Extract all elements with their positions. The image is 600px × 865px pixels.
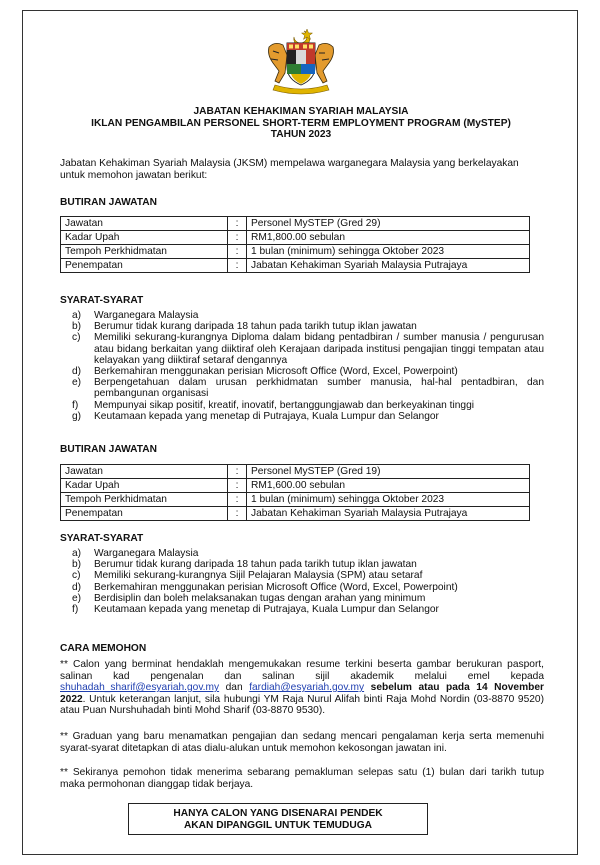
document-page [22, 10, 578, 855]
row-separator: : [228, 245, 247, 259]
list-marker: d) [72, 366, 82, 378]
apply-paragraph-3: ** Sekiranya pemohon tidak menerima sebarang pemakluman selepas satu (1) bulan dari tarikh tutup maka permohonan dianggap tidak berjaya. [60, 767, 544, 790]
section2-requirements-list [60, 548, 544, 615]
list-item-text: Berumur tidak kurang daripada 18 tahun pada tarikh tutup iklan jawatan [94, 321, 417, 333]
row-label: Penempatan [61, 259, 228, 273]
list-item [60, 377, 544, 399]
apply-paragraph-1 [60, 659, 544, 717]
shortlist-notice-box [128, 803, 428, 835]
table-row [61, 507, 530, 521]
section1-title: BUTIRAN JAWATAN [60, 197, 157, 208]
list-marker: a) [72, 548, 82, 559]
list-item-text: Berkemahiran menggunakan perisian Microsoft Office (Word, Excel, Powerpoint) [94, 581, 458, 593]
list-item [60, 366, 544, 377]
list-marker: f) [72, 604, 79, 616]
table-row [61, 231, 530, 245]
list-item-text: Berkemahiran menggunakan perisian Microsoft Office (Word, Excel, Powerpoint) [94, 366, 458, 378]
list-item [60, 604, 544, 615]
row-label: Kadar Upah [61, 479, 228, 493]
list-marker: f) [72, 399, 79, 411]
list-marker: b) [72, 321, 82, 333]
list-marker: c) [72, 570, 81, 582]
list-marker: e) [72, 377, 82, 389]
section1-requirements-list [60, 310, 544, 422]
list-marker: g) [72, 410, 82, 422]
list-marker: a) [72, 310, 82, 321]
list-item-text: Keutamaan kepada yang menetap di Putrajaya, Kuala Lumpur dan Selangor [94, 604, 439, 616]
list-item [60, 559, 544, 570]
header-line-title: IKLAN PENGAMBILAN PERSONEL SHORT-TERM EMPLOYMENT PROGRAM (MySTEP) [91, 117, 511, 129]
row-separator: : [228, 493, 247, 507]
section1-requirements-title: SYARAT-SYARAT [60, 295, 144, 306]
list-item [60, 321, 544, 332]
document-header [23, 106, 579, 141]
row-separator: : [228, 231, 247, 245]
intro-paragraph: Jabatan Kehakiman Syariah Malaysia (JKSM) mempelawa warganegara Malaysia yang berkelayakan untuk memohon jawatan berikut: [60, 158, 519, 181]
row-separator: : [228, 259, 247, 273]
list-marker: c) [72, 332, 81, 344]
section2-title: BUTIRAN JAWATAN [60, 444, 157, 455]
apply-title: CARA MEMOHON [60, 643, 147, 654]
row-label: Jawatan [61, 217, 228, 231]
row-value: RM1,600.00 sebulan [247, 479, 530, 493]
list-item [60, 582, 544, 593]
row-label: Penempatan [61, 507, 228, 521]
apply-deadline: sebelum atau pada 14 November 2022 [60, 682, 544, 705]
apply-text-1b: . Untuk keterangan lanjut, sila hubungi YM Raja Nurul Alifah binti Raja Mohd Nordin (03-8870 9520) atau Puan Nurshuhadah binti Mohd Sharif (03-8870 9530). [60, 693, 544, 717]
section1-details-table [60, 216, 530, 273]
list-item-text: Warganegara Malaysia [94, 548, 199, 559]
table-row [61, 493, 530, 507]
table-row [61, 245, 530, 259]
email-link-fardiah[interactable]: fardiah@esyariah.gov.my [249, 682, 365, 694]
list-marker: e) [72, 592, 82, 604]
header-line-department: JABATAN KEHAKIMAN SYARIAH MALAYSIA [193, 106, 409, 117]
row-separator: : [228, 479, 247, 493]
list-item [60, 332, 544, 366]
list-item [60, 400, 544, 411]
row-value: Jabatan Kehakiman Syariah Malaysia Putrajaya [247, 259, 530, 273]
list-item-text: Warganegara Malaysia [94, 310, 199, 321]
list-item [60, 411, 544, 422]
list-item-text: Memiliki sekurang-kurangnya Diploma dalam bidang pentadbiran / sumber manusia / pengurusan atau bidang berkaitan yang diiktiraf oleh Kerajaan daripada institusi pengajian tinggi tempatan atau kelayakan yang diiktiraf setaraf dengannya [94, 332, 544, 366]
row-label: Jawatan [61, 465, 228, 479]
apply-paragraph-2: ** Graduan yang baru menamatkan pengajian dan sedang mencari pengalaman kerja serta memenuhi syarat-syarat ditetapkan di atas dialu-alukan untuk memohon kekosongan jawatan ini. [60, 731, 544, 754]
list-item-text: Memiliki sekurang-kurangnya Sijil Pelajaran Malaysia (SPM) atau setaraf [94, 570, 423, 582]
list-item-text: Mempunyai sikap positif, kreatif, inovatif, bertanggungjawab dan berkeyakinan tinggi [94, 399, 474, 411]
list-item-text: Berpengetahuan dalam urusan perkhidmatan sumber manusia, hal-hal pentadbiran, dan pembangunan organisasi [94, 377, 544, 400]
row-label: Tempoh Perkhidmatan [61, 493, 228, 507]
list-item [60, 310, 544, 321]
section2-details-table [60, 464, 530, 521]
list-item [60, 593, 544, 604]
list-item [60, 548, 544, 559]
row-value: Jabatan Kehakiman Syariah Malaysia Putrajaya [247, 507, 530, 521]
row-value: 1 bulan (minimum) sehingga Oktober 2023 [247, 245, 530, 259]
notice-line-2: AKAN DIPANGGIL UNTUK TEMUDUGA [183, 820, 373, 831]
table-row [61, 217, 530, 231]
row-separator: : [228, 507, 247, 521]
row-label: Tempoh Perkhidmatan [61, 245, 228, 259]
malaysia-coat-of-arms-icon [261, 25, 341, 97]
table-row [61, 479, 530, 493]
row-value: Personel MySTEP (Gred 19) [247, 465, 530, 479]
list-marker: b) [72, 559, 82, 571]
list-item [60, 570, 544, 581]
notice-line-1: HANYA CALON YANG DISENARAI PENDEK [173, 808, 383, 819]
row-separator: : [228, 465, 247, 479]
list-marker: d) [72, 581, 82, 593]
row-value: 1 bulan (minimum) sehingga Oktober 2023 [247, 493, 530, 507]
list-item-text: Berumur tidak kurang daripada 18 tahun pada tarikh tutup iklan jawatan [94, 559, 417, 571]
row-value: RM1,800.00 sebulan [247, 231, 530, 245]
header-line-year: TAHUN 2023 [270, 129, 332, 140]
email-link-shuhadah[interactable]: shuhadah_sharif@esyariah.gov.my [60, 682, 220, 694]
list-item-text: Berdisiplin dan boleh melaksanakan tugas dengan arahan yang minimum [94, 592, 426, 604]
row-separator: : [228, 217, 247, 231]
table-row [61, 259, 530, 273]
apply-text-and: dan [225, 682, 243, 694]
list-item-text: Keutamaan kepada yang menetap di Putrajaya, Kuala Lumpur dan Selangor [94, 410, 439, 422]
section2-requirements-title: SYARAT-SYARAT [60, 533, 144, 544]
row-label: Kadar Upah [61, 231, 228, 245]
row-value: Personel MySTEP (Gred 29) [247, 217, 530, 231]
table-row [61, 465, 530, 479]
apply-text-1a: ** Calon yang berminat hendaklah mengemukakan resume terkini beserta gambar berukuran pasport, salinan kad pengenalan dan salinan sijil akademik melalui emel kepada [60, 659, 544, 682]
